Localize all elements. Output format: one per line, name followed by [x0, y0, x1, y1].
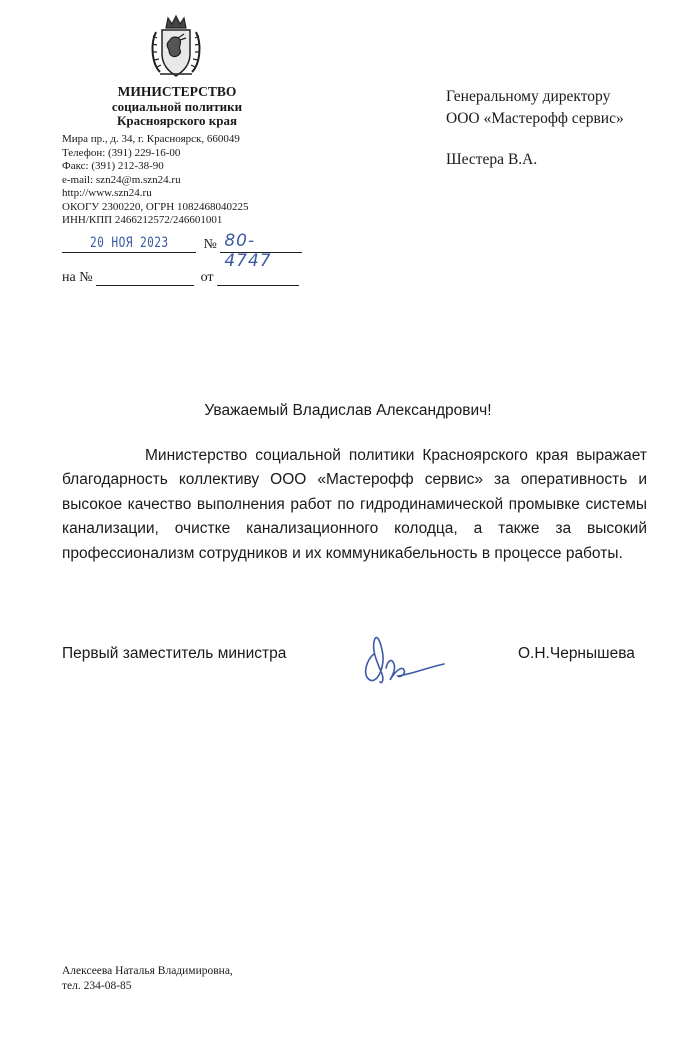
number-field	[220, 231, 302, 271]
contact-phone: Телефон: (391) 229-16-00	[62, 146, 181, 159]
ref-number-label: на №	[62, 270, 93, 285]
ministry-subtitle: социальной политики	[111, 99, 243, 114]
ministry-region: Красноярского края	[116, 113, 238, 128]
addressee-name: Шестера В.А.	[446, 151, 538, 168]
coat-of-arms-emblem	[148, 14, 204, 80]
executor-name: Алексеева Наталья Владимировна,	[62, 965, 233, 977]
ref-date-label: от	[200, 270, 214, 285]
reference-line	[62, 269, 299, 286]
executor-phone: тел. 234-08-85	[62, 980, 132, 992]
ministry-title: МИНИСТЕРСТВО	[117, 84, 237, 99]
contact-inn: ИНН/КПП 2466212572/246601001	[62, 214, 223, 226]
addressee-position: Генеральному директору	[446, 88, 611, 105]
number-label: №	[203, 237, 217, 252]
contact-ogrn: ОКОГУ 2300220, ОГРН 1082468040225	[62, 200, 249, 213]
ref-date-field	[217, 269, 299, 286]
addressee-company: ООО «Мастерофф сервис»	[446, 110, 624, 127]
signatory-title: Первый заместитель министра	[62, 645, 287, 662]
signatory-name: О.Н.Чернышева	[518, 645, 635, 662]
handwritten-number: 80-4747	[224, 231, 272, 271]
contact-fax: Факс: (391) 212-38-90	[62, 160, 164, 172]
contact-website: http://www.szn24.ru	[62, 187, 152, 199]
date-field	[62, 236, 196, 253]
ref-number-field	[96, 269, 194, 286]
contact-address: Мира пр., д. 34, г. Красноярск, 660049	[62, 133, 240, 145]
date-stamp: 20 НОЯ 2023	[90, 235, 169, 251]
contact-email: e-mail: szn24@m.szn24.ru	[62, 173, 181, 186]
letter-body: Министерство социальной политики Красноярского края выражает благодарность коллективу ООО «Мастерофф сервис» за оперативность и высокое качество выполнения работ по гидродинамической промывке системы канализации, очистке канализационного колодца, а также за высокий профессионализм сотрудников и их коммуникабельность в процессе работы.	[62, 447, 647, 562]
letter-greeting: Уважаемый Владислав Александрович!	[204, 402, 492, 419]
registration-line	[62, 231, 302, 271]
handwritten-signature	[352, 624, 448, 686]
